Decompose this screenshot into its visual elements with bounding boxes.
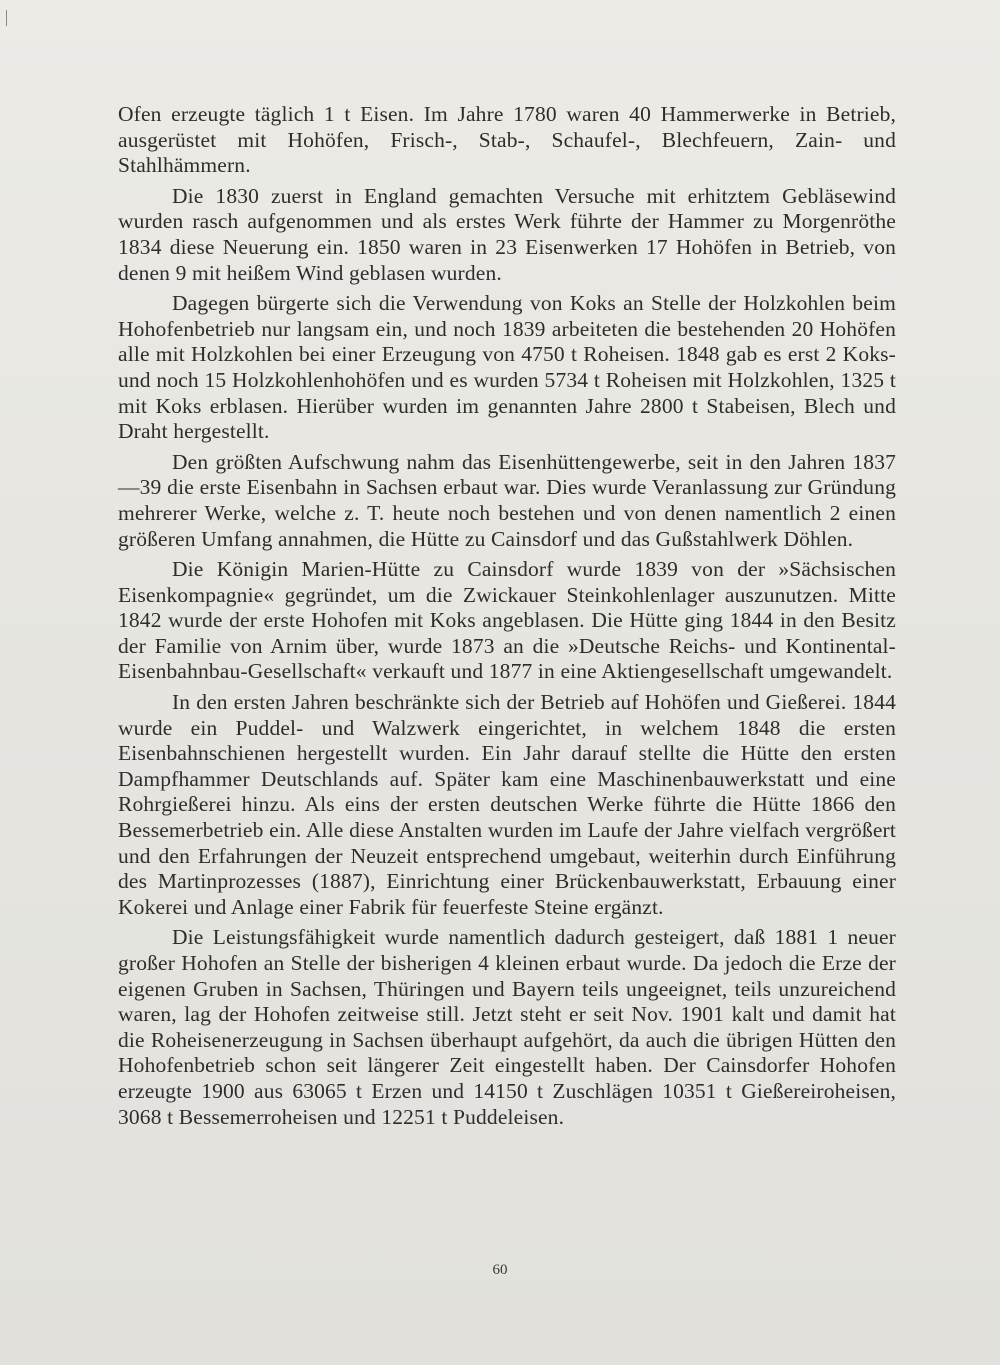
paragraph-betrieb: In den ersten Jahren beschränkte sich der Betrieb auf Hohöfen und Gießerei. 1844 wurde ein Puddel- und Walzwerk eingerichtet, in welchem 1848 die ersten Eisenbahnschienen hergestellt wurden. Ein Jahr darauf stellte die Hütte den ersten Dampfhammer Deutschlands auf. Später kam eine Maschinenbauwerkstatt und eine Rohrgießerei hinzu. Als eins der ersten deutschen Werke führte die Hütte 1866 den Bessemerbetrieb ein. Alle diese Anstalten wurden im Laufe der Jahre vielfach vergrößert und den Erfahrungen der Neuzeit entsprechend umgebaut, weiterhin durch Einführung des Martinprozesses (1887), Einrichtung einer Brückenbauwerkstatt, Erbauung einer Kokerei und Anlage einer Fabrik für feuerfeste Steine ergänzt. <box>118 690 896 919</box>
paragraph-marien-huette: Die Königin Marien-Hütte zu Cainsdorf wurde 1839 von der »Sächsischen Eisenkompagnie« gegründet, um die Zwickauer Steinkohlenlager auszunutzen. Mitte 1842 wurde der erste Hohofen mit Koks angeblasen. Die Hütte ging 1844 in den Besitz der Familie von Arnim über, wurde 1873 an die »Deutsche Reichs- und Kontinental-Eisenbahnbau-Gesellschaft« verkauft und 1877 in eine Aktiengesellschaft umgewandelt. <box>118 557 896 684</box>
paragraph-koks: Dagegen bürgerte sich die Verwendung von Koks an Stelle der Holzkohlen beim Hohofenbetrieb nur langsam ein, und noch 1839 arbeiteten die bestehenden 20 Hohöfen alle mit Holzkohlen bei einer Erzeugung von 4750 t Roheisen. 1848 gab es erst 2 Koks- und noch 15 Holzkohlenhohöfen und es wurden 5734 t Roheisen mit Holzkohlen, 1325 t mit Koks erblasen. Hierüber wurden im genannten Jahre 2800 t Stabeisen, Blech und Draht hergestellt. <box>118 291 896 444</box>
paragraph-aufschwung: Den größten Aufschwung nahm das Eisenhüttengewerbe, seit in den Jahren 1837—39 die erste Eisenbahn in Sachsen erbaut war. Dies wurde Veranlassung zur Gründung mehrerer Werke, welche z. T. heute noch bestehen und von denen namentlich 2 einen größeren Umfang annahmen, die Hütte zu Cainsdorf und das Gußstahlwerk Döhlen. <box>118 449 896 551</box>
body-text <box>118 102 896 1130</box>
page-number: 60 <box>492 1262 508 1278</box>
margin-mark <box>6 10 7 26</box>
paragraph-leistungsfaehigkeit: Die Leistungsfähigkeit wurde namentlich dadurch gesteigert, daß 1881 1 neuer großer Hohofen an Stelle der bisherigen 4 kleinen erbaut wurde. Da jedoch die Erze der eigenen Gruben in Sachsen, Thüringen und Bayern teils ungeeignet, teils unzureichend waren, lag der Hohofen zeitweise still. Jetzt steht er seit Nov. 1901 kalt und damit hat die Roheisenerzeugung in Sachsen überhaupt aufgehört, da auch die übrigen Hütten den Hohofenbetrieb schon seit längerer Zeit eingestellt haben. Der Cainsdorfer Hohofen erzeugte 1900 aus 63065 t Erzen und 14150 t Zuschlägen 10351 t Gießereiroheisen, 3068 t Bessemerroheisen und 12251 t Puddeleisen. <box>118 925 896 1129</box>
paragraph-geblaesewind: Die 1830 zuerst in England gemachten Versuche mit erhitztem Gebläsewind wurden rasch aufgenommen und als erstes Werk führte der Hammer zu Morgenröthe 1834 diese Neuerung ein. 1850 waren in 23 Eisenwerken 17 Hohöfen in Betrieb, von denen 9 mit heißem Wind geblasen wurden. <box>118 183 896 285</box>
paragraph-continuation: Ofen erzeugte täglich 1 t Eisen. Im Jahre 1780 waren 40 Hammerwerke in Betrieb, ausgerüstet mit Hohöfen, Frisch-, Stab-, Schaufel-, Blechfeuern, Zain- und Stahlhämmern. <box>118 102 896 178</box>
